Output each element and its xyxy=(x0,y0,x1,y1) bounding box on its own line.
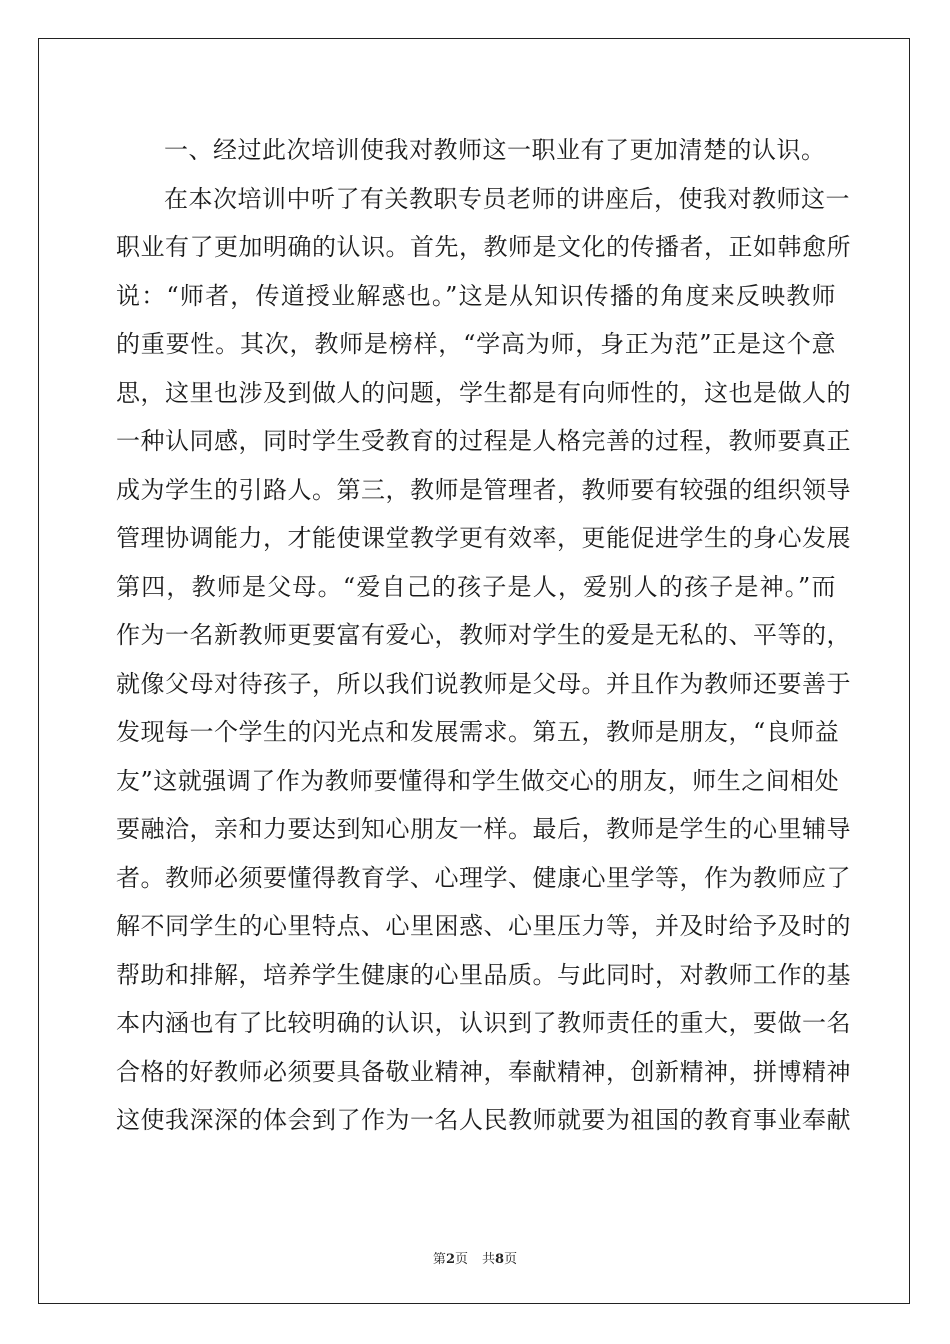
paragraph-line: 一种认同感，同时学生受教育的过程是人格完善的过程，教师要真正 xyxy=(116,427,851,455)
paragraph-line: 思，这里也涉及到做人的问题，学生都是有向师性的，这也是做人的 xyxy=(116,378,851,407)
paragraph-line: 说：“师者，传道授业解惑也。”这是从知识传播的角度来反映教师 xyxy=(116,281,836,310)
paragraph-line: 者。教师必须要懂得教育学、心理学、健康心里学等，作为教师应了 xyxy=(116,863,851,892)
paragraph-line: 帮助和排解，培养学生健康的心里品质。与此同时，对教师工作的基 xyxy=(116,960,851,989)
paragraph-line: 管理协调能力，才能使课堂教学更有效率，更能促进学生的身心发展 xyxy=(116,524,851,552)
section-heading: 一、经过此次培训使我对教师这一职业有了更加清楚的认识。 xyxy=(164,136,826,164)
paragraph-line: 发现每一个学生的闪光点和发展需求。第五，教师是朋友，“良师益 xyxy=(116,718,840,746)
paragraph-line: 的重要性。其次，教师是榜样，“学高为师，身正为范”正是这个意 xyxy=(116,330,836,358)
total-suffix: 页 xyxy=(504,1252,518,1267)
paragraph-line: 这使我深深的体会到了作为一名人民教师就要为祖国的教育事业奉献 xyxy=(116,1106,851,1134)
paragraph-line: 在本次培训中听了有关教职专员老师的讲座后，使我对教师这一 xyxy=(164,184,850,213)
paragraph-line: 本内涵也有了比较明确的认识，认识到了教师责任的重大，要做一名 xyxy=(116,1009,851,1037)
paragraph-line: 解不同学生的心里特点、心里困惑、心里压力等，并及时给予及时的 xyxy=(116,912,851,940)
page-total: 8 xyxy=(495,1252,505,1267)
page-prefix: 第 xyxy=(432,1252,446,1267)
paragraph-line: 职业有了更加明确的认识。首先，教师是文化的传播者，正如韩愈所 xyxy=(116,233,851,261)
paragraph-line: 要融洽，亲和力要达到知心朋友一样。最后，教师是学生的心里辅导 xyxy=(116,815,851,843)
total-prefix: 共 xyxy=(482,1252,496,1267)
document-body xyxy=(116,126,851,1145)
paragraph-line: 作为一名新教师更要富有爱心，教师对学生的爱是无私的、平等的， xyxy=(116,621,851,649)
paragraph-line: 合格的好教师必须要具备敬业精神，奉献精神，创新精神，拼博精神 xyxy=(116,1057,851,1086)
paragraph-line: 成为学生的引路人。第三，教师是管理者，教师要有较强的组织领导 xyxy=(116,475,851,504)
paragraph-line: 第四，教师是父母。“爱自己的孩子是人，爱别人的孩子是神。”而 xyxy=(116,572,836,601)
page-footer xyxy=(0,1248,950,1267)
paragraph-line: 就像父母对待孩子，所以我们说教师是父母。并且作为教师还要善于 xyxy=(116,669,851,698)
paragraph-line: 友”这就强调了作为教师要懂得和学生做交心的朋友，师生之间相处 xyxy=(116,766,840,795)
page-current: 2 xyxy=(445,1252,455,1267)
page-suffix: 页 xyxy=(454,1252,468,1267)
